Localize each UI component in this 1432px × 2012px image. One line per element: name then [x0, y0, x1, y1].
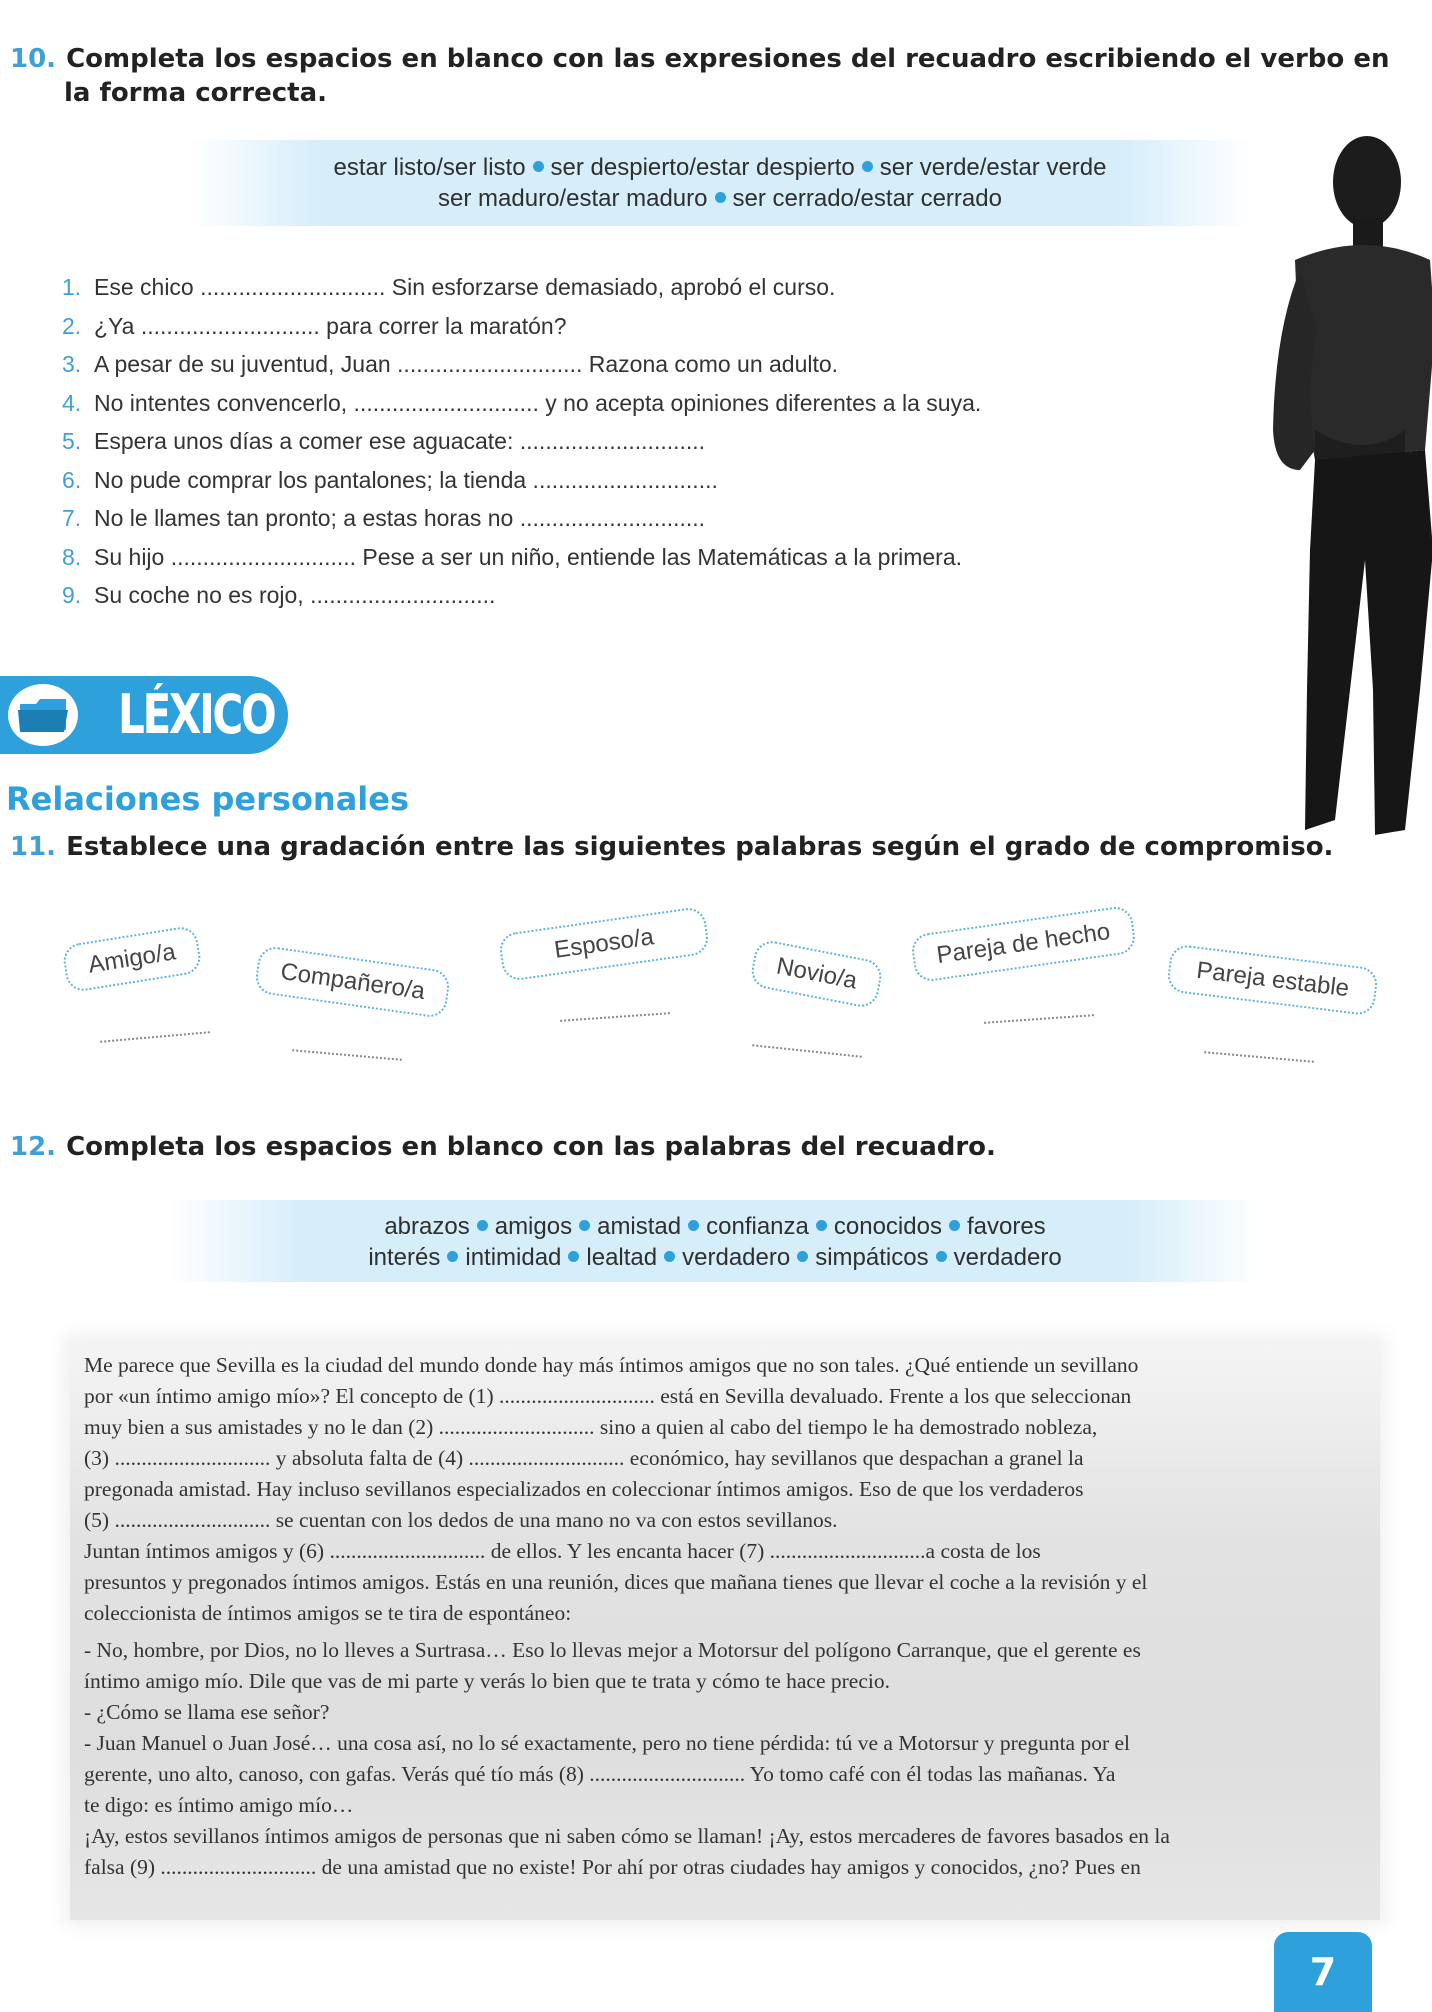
word-box-row-2: interés intimidad lealtad verdadero simpáticos verdadero — [368, 1244, 1062, 1271]
passage-line: ¡Ay, estos sevillanos íntimos amigos de personas que ni saben cómo se llaman! ¡Ay, estos mercaderes de favores basados en la — [84, 1824, 1170, 1848]
passage-line: falsa (9) ............................. de una amistad que no existe! Por ahí por otras ciudades hay amigos y conocidos, ¿no? Pues en — [84, 1855, 1141, 1879]
word-box-row-2: ser maduro/estar maduro ser cerrado/estar cerrado — [438, 185, 1002, 212]
lexico-section-badge — [0, 676, 288, 754]
passage-line: coleccionista de íntimos amigos se te tira de espontáneo: — [84, 1601, 572, 1625]
word-tag-pareja-estable: Pareja estable — [1166, 943, 1380, 1016]
man-photo — [1255, 130, 1432, 850]
word-box-row-1: estar listo/ser listo ser despierto/estar despierto ser verde/estar verde — [333, 154, 1107, 181]
exercise-12-title: 12. Completa los espacios en blanco con las palabras del recuadro. — [10, 1132, 996, 1162]
page-number: 7 — [1309, 1950, 1337, 1994]
reading-passage — [84, 1350, 1354, 1883]
list-item: 6. No pude comprar los pantalones; la tienda ............................. — [62, 466, 718, 493]
list-item: 3. A pesar de su juventud, Juan ............................. Razona como un adulto. — [62, 351, 839, 377]
lexico-heading: LÉXICO — [118, 683, 275, 746]
passage-line: íntimo amigo mío. Dile que vas de mi parte y verás lo bien que te trata y cómo te hace precio. — [84, 1669, 890, 1693]
list-item: 8. Su hijo ............................. Pese a ser un niño, entiende las Matemáticas a la primera. — [62, 543, 963, 570]
list-item: 2. ¿Ya ............................ para correr la maratón? — [62, 312, 567, 339]
list-item: 7. No le llames tan pronto; a estas horas no ............................. — [62, 505, 706, 531]
passage-line: te digo: es íntimo amigo mío… — [84, 1793, 354, 1817]
folder-icon — [8, 684, 78, 746]
list-item: 4. No intentes convencerlo, ............................. y no acepta opiniones diferentes a la suya. — [62, 389, 982, 416]
word-tag-pareja-de-hecho: Pareja de hecho — [910, 905, 1137, 984]
exercise-12-word-box — [170, 1200, 1260, 1282]
passage-line: Juntan íntimos amigos y (6) ............................. de ellos. Y les encanta hacer (7) .............................a costa de los — [84, 1539, 1041, 1563]
word-tag-amigo: Amigo/a — [61, 925, 203, 994]
answer-blank[interactable] — [984, 1014, 1094, 1024]
list-item: 9. Su coche no es rojo, ............................. — [62, 582, 496, 608]
list-item: 1. Ese chico ............................. Sin esforzarse demasiado, aprobó el curso. — [62, 274, 836, 300]
passage-line: - ¿Cómo se llama ese señor? — [84, 1700, 330, 1724]
answer-blank[interactable] — [752, 1044, 862, 1057]
answer-blank[interactable] — [292, 1049, 402, 1061]
passage-line: muy bien a sus amistades y no le dan (2) ............................. sino a quien al cabo del tiempo le ha demostrado nobleza, — [84, 1415, 1098, 1439]
word-tag-companero: Compañero/a — [254, 945, 452, 1019]
passage-line: gerente, uno alto, canoso, con gafas. Verás qué tío más (8) ............................. Yo tomo café con él todas las mañanas. Ya — [84, 1762, 1116, 1786]
word-tag-novio: Novio/a — [749, 938, 885, 1010]
page-number-tab — [1274, 1932, 1372, 2012]
exercise-10-items — [62, 268, 981, 615]
answer-blank[interactable] — [560, 1012, 670, 1022]
answer-blank[interactable] — [100, 1031, 210, 1043]
passage-line: (5) ............................. se cuentan con los dedos de una mano no va con estos sevillanos. — [84, 1508, 838, 1532]
exercise-10-word-box — [190, 140, 1250, 226]
word-tag-esposo: Esposo/a — [498, 906, 711, 982]
answer-blank[interactable] — [1204, 1051, 1314, 1063]
passage-line: presuntos y pregonados íntimos amigos. Estás en una reunión, dices que mañana tienes que llevar el coche a la revisión y el — [84, 1570, 1148, 1594]
passage-line: pregonada amistad. Hay incluso sevillanos especializados en coleccionar íntimos amigos. Eso de que los verdaderos — [84, 1477, 1084, 1501]
passage-line: por «un íntimo amigo mío»? El concepto de (1) ............................. está en Sevilla devaluado. Frente a los que seleccionan — [84, 1384, 1132, 1408]
passage-line: (3) ............................. y absoluta falta de (4) ............................. económico, hay sevillanos que despachan a granel la — [84, 1446, 1084, 1470]
exercise-11-title: 11. Establece una gradación entre las siguientes palabras según el grado de compromiso. — [10, 832, 1334, 862]
passage-line: Me parece que Sevilla es la ciudad del mundo donde hay más íntimos amigos que no son tales. ¿Qué entiende un sevillano — [84, 1353, 1139, 1377]
word-box-row-1: abrazos amigos amistad confianza conocidos favores — [384, 1213, 1046, 1240]
passage-line: - Juan Manuel o Juan José… una cosa así, no lo sé exactamente, pero no tiene pérdida: tú ve a Motorsur y pregunta por el — [84, 1731, 1131, 1755]
exercise-10-title: 10. Completa los espacios en blanco con las expresiones del recuadro escribiendo el verbo en la forma correcta. — [10, 44, 1390, 108]
list-item: 5. Espera unos días a comer ese aguacate: ............................. — [62, 428, 706, 454]
passage-line: - No, hombre, por Dios, no lo lleves a Surtrasa… Eso lo llevas mejor a Motorsur del polígono Carranque, que el gerente es — [84, 1638, 1141, 1662]
section-subheading: Relaciones personales — [6, 780, 410, 818]
